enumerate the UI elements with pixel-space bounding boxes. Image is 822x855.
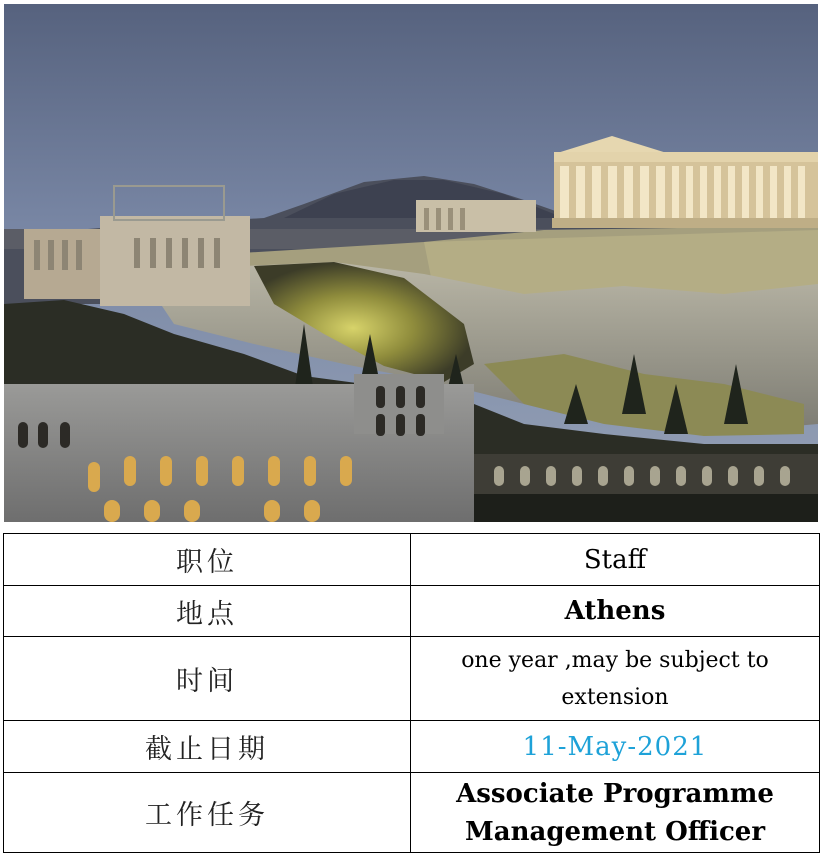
table-row	[4, 534, 820, 586]
location-text: Athens	[564, 596, 666, 626]
job-info-table	[3, 533, 820, 853]
task-text: Associate Programme Management Officer	[456, 778, 774, 847]
acropolis-illustration	[4, 4, 818, 522]
deadline-value	[411, 721, 820, 773]
task-value	[411, 773, 820, 853]
duration-value	[411, 637, 820, 721]
position-text: Staff	[583, 544, 647, 575]
deadline-label: 截止日期	[4, 721, 411, 773]
location-label: 地点	[4, 586, 411, 637]
table-row	[4, 721, 820, 773]
location-value	[411, 586, 820, 637]
deadline-date: 11-May-2021	[522, 731, 708, 762]
table-row	[4, 773, 820, 853]
acropolis-photo	[4, 4, 818, 522]
position-label: 职位	[4, 534, 411, 586]
table-row	[4, 637, 820, 721]
task-label: 工作任务	[4, 773, 411, 853]
table-row	[4, 586, 820, 637]
duration-text: one year ,may be subject to extension	[461, 647, 769, 710]
position-value	[411, 534, 820, 586]
duration-label: 时间	[4, 637, 411, 721]
